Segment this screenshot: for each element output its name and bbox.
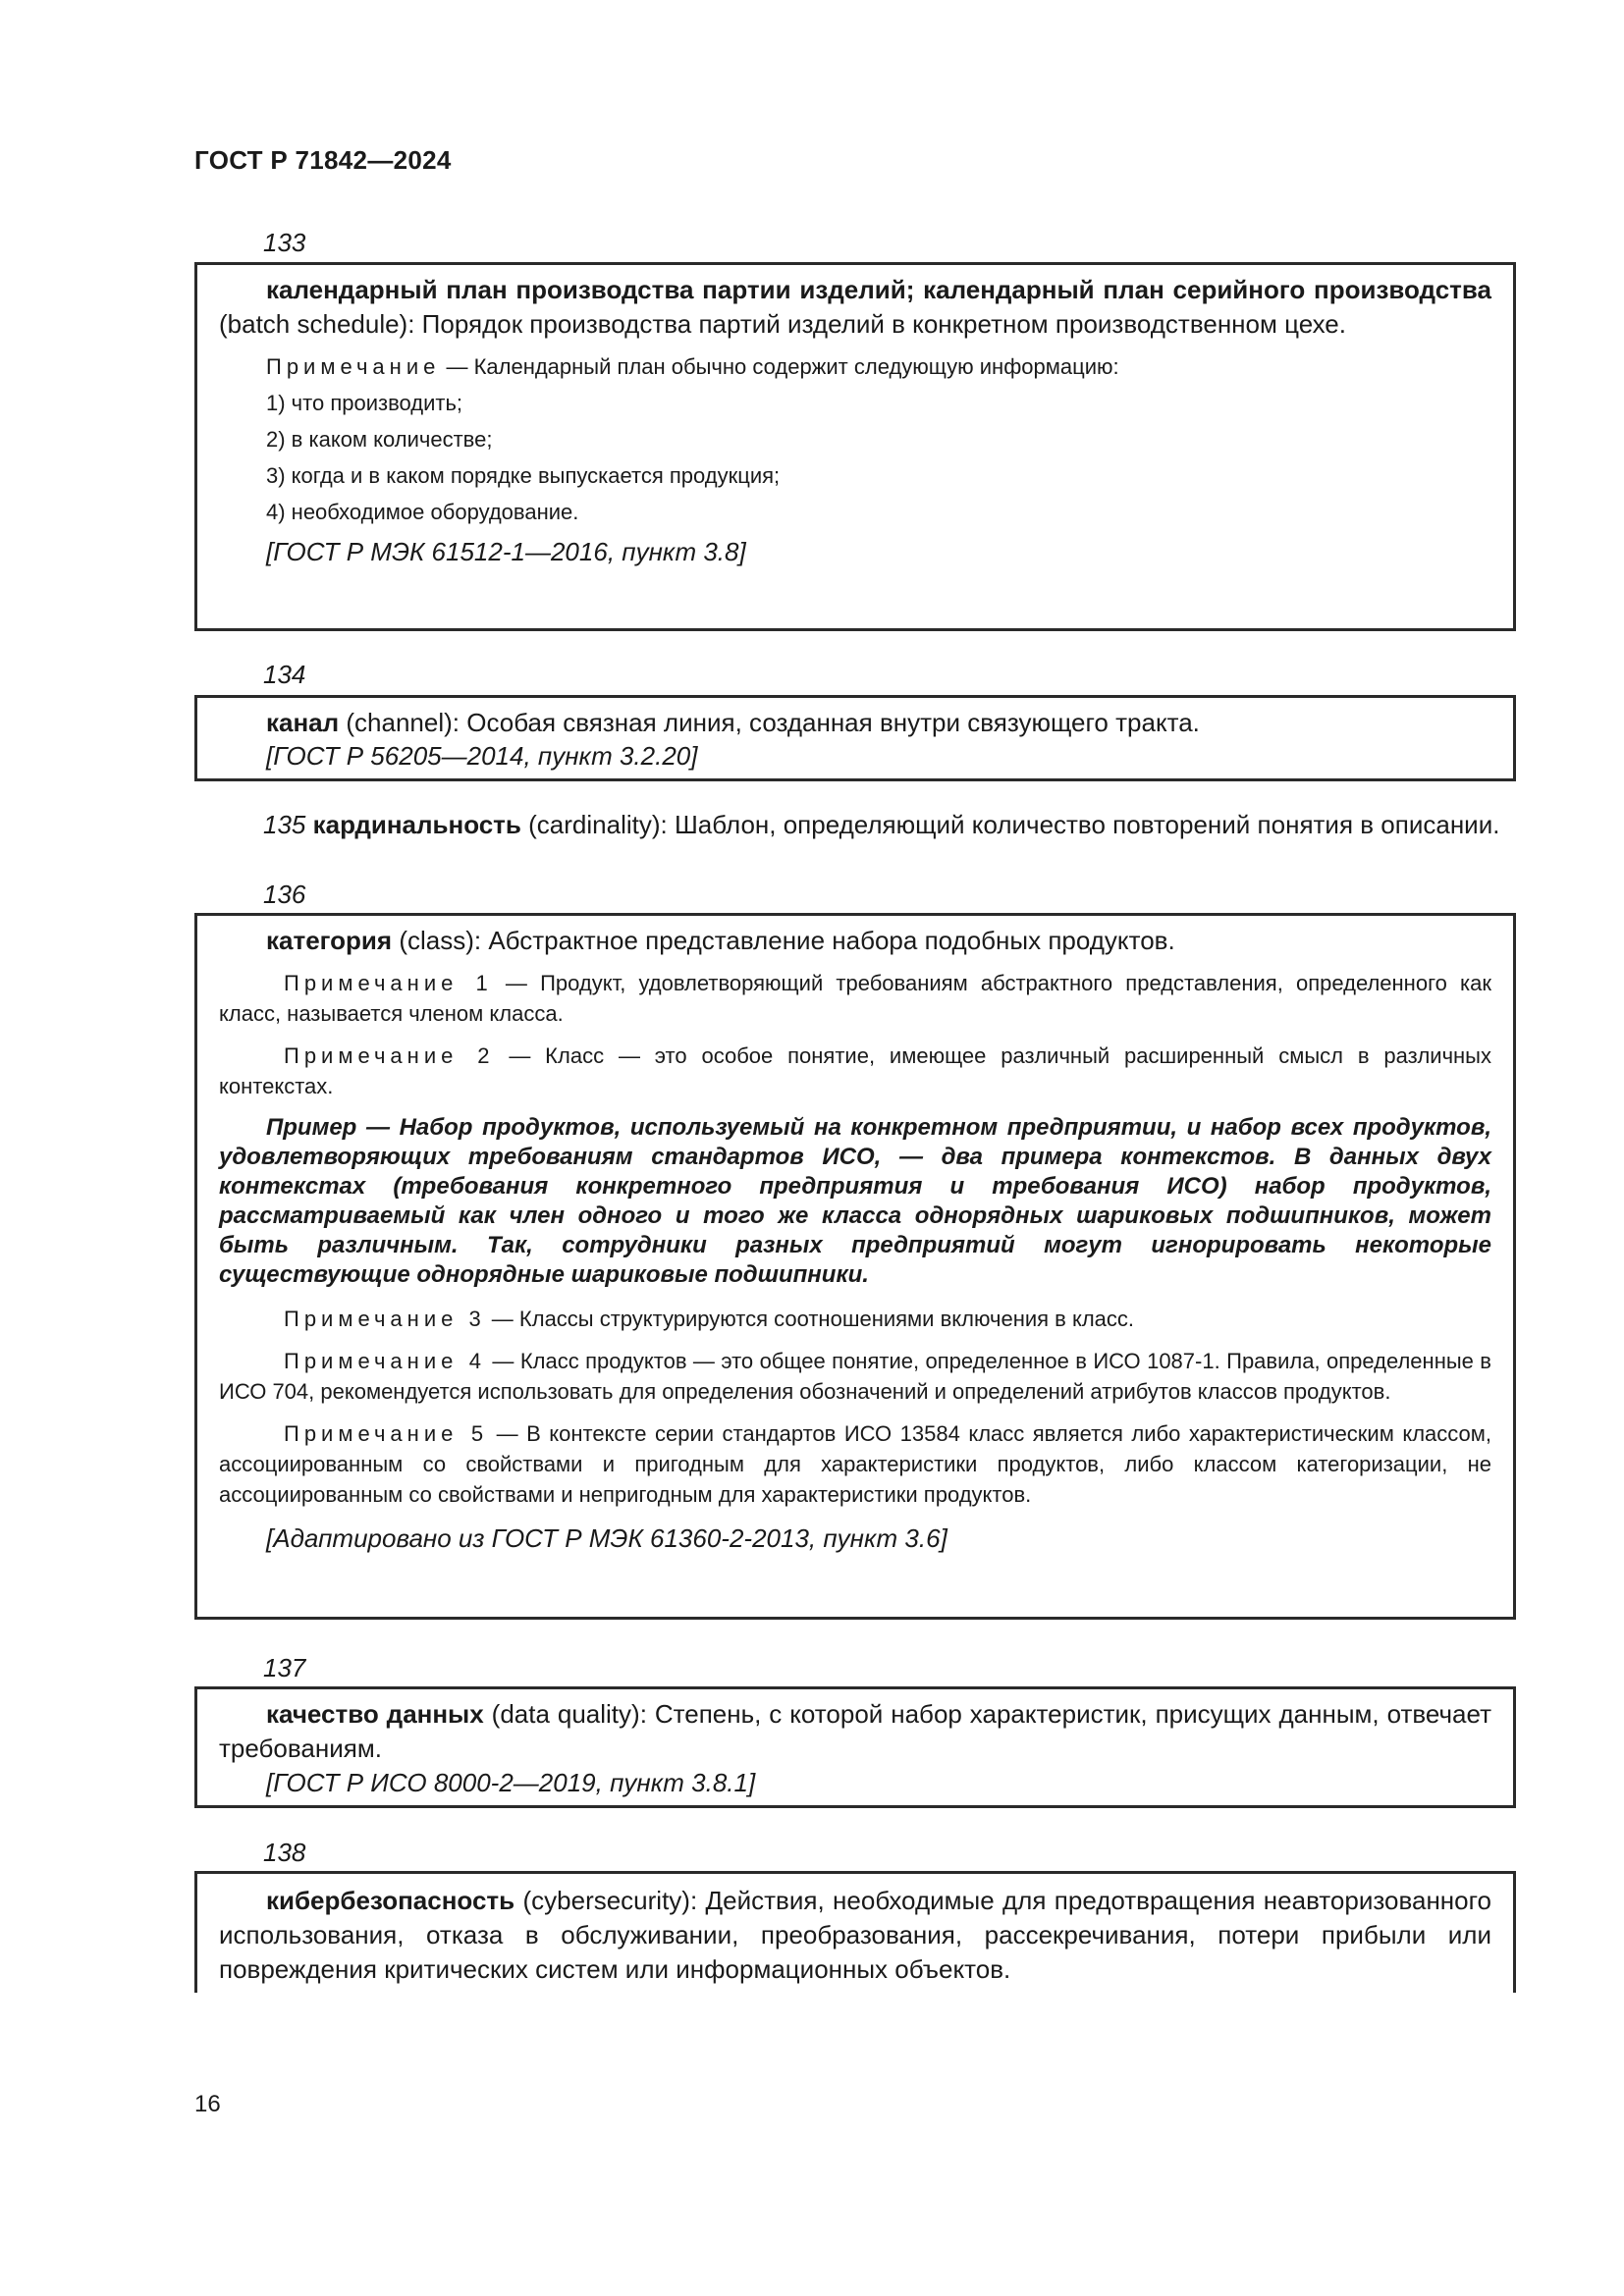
example-text: Пример — Набор продуктов, используемый на конкретном предприятии, и набор всех продуктов, удовлетворяющих требованиям стандартов ИСО, — два примера контекстов. В данных двух контекстах (требования конкретного предприятия и требования ИСО) набор продуктов, рассматриваемый как член одного и того же класса однорядных шариковых подшипников, может быть различным. Так, сотрудники разных предприятий могут игнорировать некоторые существующие однорядные шариковые подшипники. [219, 1114, 1491, 1288]
term-definition-138 [219, 1884, 1491, 1987]
term-definition-text: : Особая связная линия, созданная внутри связующего тракта. [452, 708, 1200, 737]
entry-box-136 [194, 913, 1516, 1620]
note-text: — Класс — это особое понятие, имеющее различный расширенный смысл в различных контекстах. [219, 1043, 1491, 1098]
entry-number-137: 137 [263, 1653, 306, 1682]
list-item: 1) что производить; [266, 391, 463, 415]
term-name: календарный план производства партии изделий; календарный план серийного производства [266, 275, 1491, 304]
note-label: Примечание 1 [284, 971, 493, 995]
term-english: (data quality) [491, 1699, 640, 1729]
term-name: канал [266, 708, 340, 737]
term-name: категория [266, 926, 393, 955]
term-english: (cardinality) [528, 810, 661, 839]
entry-box-133 [194, 262, 1516, 631]
note [219, 968, 1491, 1029]
note [219, 351, 1491, 382]
list-item: 4) необходимое оборудование. [266, 500, 579, 524]
entry-box-137 [194, 1686, 1516, 1808]
term-name: кибербезопасность [266, 1886, 515, 1915]
term-name: кардинальность [312, 810, 521, 839]
note [219, 1346, 1491, 1407]
page-number: 16 [194, 2091, 221, 2117]
term-definition-137 [219, 1697, 1491, 1766]
term-definition-text: : Абстрактное представление набора подобных продуктов. [473, 926, 1175, 955]
list-item: 3) когда и в каком порядке выпускается продукция; [266, 463, 781, 488]
source-reference: [Адаптировано из ГОСТ Р МЭК 61360-2-2013, пункт 3.6] [266, 1523, 947, 1553]
note-text: — Класс продуктов — это общее понятие, определенное в ИСО 1087-1. Правила, определенные в ИСО 704, рекомендуется использовать для определения обозначений и определений атрибутов классов продуктов. [219, 1349, 1491, 1404]
source-reference: [ГОСТ Р ИСО 8000-2—2019, пункт 3.8.1] [266, 1768, 756, 1797]
note-text: — Продукт, удовлетворяющий требованиям абстрактного представления, определенного как класс, называется членом класса. [219, 971, 1491, 1026]
note [219, 1041, 1491, 1101]
note-text: — В контексте серии стандартов ИСО 13584 класс является либо характеристическим классом, ассоциированным со свойствами и пригодным для характеристики продуктов, либо классом категоризации, не ассоциированным со свойствами и непригодным для характеристики продуктов. [219, 1421, 1492, 1507]
note-label: Примечание 2 [284, 1043, 495, 1068]
source-reference: [ГОСТ Р МЭК 61512-1—2016, пункт 3.8] [266, 537, 746, 566]
note [219, 1304, 1491, 1334]
note-label: Примечание 3 [284, 1307, 486, 1331]
entry-number-133: 133 [263, 228, 306, 257]
entry-box-138 [194, 1871, 1516, 1993]
entry-box-134 [194, 695, 1516, 781]
term-english: (cybersecurity) [522, 1886, 690, 1915]
entry-number-135: 135 [263, 810, 306, 839]
note-label: Примечание [266, 354, 441, 379]
document-header: ГОСТ Р 71842—2024 [194, 145, 452, 175]
term-definition-text: : Шаблон, определяющий количество повторений понятия в описании. [660, 810, 1500, 839]
note-text: — Календарный план обычно содержит следующую информацию: [440, 354, 1119, 379]
note-text: — Классы структурируются соотношениями включения в класс. [485, 1307, 1135, 1331]
note [219, 1418, 1491, 1510]
term-definition-133 [219, 273, 1491, 342]
entry-number-134: 134 [263, 660, 306, 689]
term-english: (batch schedule) [219, 309, 408, 339]
entry-number-138: 138 [263, 1838, 306, 1867]
note-label: Примечание 4 [284, 1349, 486, 1373]
term-english: (class) [399, 926, 474, 955]
term-name: качество данных [266, 1699, 484, 1729]
term-definition-134 [219, 706, 1491, 739]
note-label: Примечание 5 [284, 1421, 489, 1446]
term-definition-135 [194, 808, 1516, 842]
entry-number-136: 136 [263, 880, 306, 909]
term-definition-136 [219, 924, 1491, 958]
term-english: (channel) [346, 708, 453, 737]
term-definition-text: : Порядок производства партий изделий в конкретном производственном цехе. [407, 309, 1346, 339]
term-definition-text: : Степень, с которой набор характеристик, присущих данным, отвечает требованиям. [219, 1699, 1491, 1763]
list-item: 2) в каком количестве; [266, 427, 493, 452]
source-reference: [ГОСТ Р 56205—2014, пункт 3.2.20] [266, 741, 698, 771]
term-definition-text: : Действия, необходимые для предотвращения неавторизованного использования, отказа в обслуживании, преобразования, рассекречивания, потери прибыли или повреждения критических систем или информационных объектов. [219, 1886, 1491, 1984]
